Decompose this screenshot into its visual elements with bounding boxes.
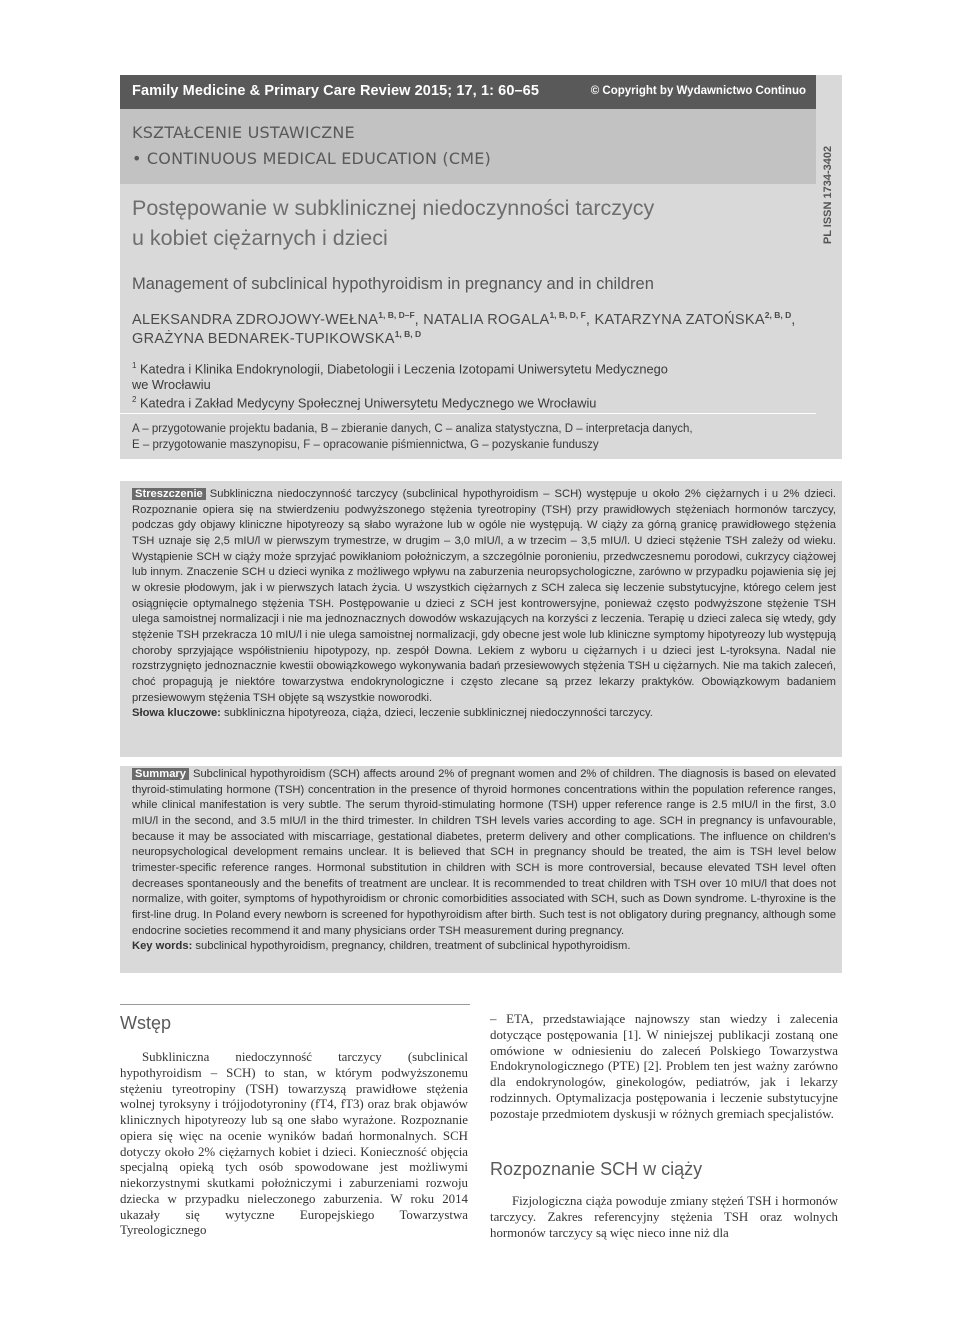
author-name: , NATALIA ROGALA bbox=[414, 311, 550, 328]
abstract-en-text: Subclinical hypothyroidism (SCH) affects around 2% of pregnant women and 2% of children. The diagnosis is based on elevated thyroid-stimulating hormone (TSH) concentration in the presence of thyroid hormones concentrations within the population reference ranges, while clinical manifestation is very subtle. The serum thyroid-stimulating hormone (TSH) upper reference range is 2.5 mIU/l in the first, 3.0 mIU/l in the second, and 3.5 mIU/l in the third trimester. In children TSH levels varies according to age. SCH in pregnancy is unfavourable, because it may be associated with miscarriage, gestational diabetes, preterm delivery and other complications. The influence on children's neuropsychological development remains unclear. It is believed that SCH in pregnancy should be treated, the aim is TSH level below trimester-specific reference ranges. Hormonal substitution in children with SCH is more controversial, because elevated TSH level often decreases spontaneously and the benefits of treatment are unclear. It is recommended to treat children with TSH over 10 mIU/l that does not normalize, with goiter, symptoms of hypothyroidism or chronic comorbidities associated with SCH, such as Down syndrome. L-thyroxine is the first-line drug. In Poland every newborn is screened for hypothyroidism after birth. Such test is not obligatory during pregnancy, although some endocrine societies recommend it and many physicians order TSH measurement during pregnancy. bbox=[132, 768, 836, 937]
keywords-en-text: subclinical hypothyroidism, pregnancy, children, treatment of subclinical hypothyroidism. bbox=[195, 940, 631, 953]
article-title-en: Management of subclinical hypothyroidism in pregnancy and in children bbox=[132, 275, 654, 293]
section-name-pl: KSZTAŁCENIE USTAWICZNE bbox=[132, 123, 355, 142]
column-top-rule bbox=[120, 1004, 470, 1005]
section-name-en: • CONTINUOUS MEDICAL EDUCATION (CME) bbox=[132, 149, 491, 168]
issn-side-strip bbox=[816, 75, 842, 459]
keywords-pl-text: subkliniczna hipotyreoza, ciąża, dzieci, leczenie subklinicznej niedoczynności tarczycy. bbox=[224, 707, 653, 720]
affiliation-1: $^1$ Katedra i Klinika Endokrynologii, Diabetologii i Leczenia Izotopami Uniwersytetu Medycznego bbox=[132, 361, 668, 377]
title-band bbox=[120, 184, 816, 266]
author-separator: , bbox=[791, 311, 796, 328]
sch-text bbox=[490, 1194, 838, 1241]
sch-heading: Rozpoznanie SCH w ciąży bbox=[490, 1159, 703, 1179]
meta-divider bbox=[120, 413, 816, 414]
author-contribution-codes: 1, B, D, F bbox=[549, 310, 586, 320]
article-meta bbox=[120, 266, 816, 459]
keywords-pl-label: Słowa kluczowe: bbox=[132, 707, 221, 720]
abstract-en-label: Summary bbox=[132, 768, 189, 780]
sch-paragraph: Fizjologiczna ciąża powoduje zmiany stężeń TSH i hormonów tarczycy. Zakres referencyjny stężenia TSH oraz wolnych hormonów tarczycy są więc nieco inne niż dla bbox=[490, 1194, 838, 1240]
abstract-en-box bbox=[120, 766, 842, 973]
copyright-notice: © Copyright by Wydawnictwo Continuo bbox=[590, 85, 806, 97]
contribution-legend-line1: A – przygotowanie projektu badania, B – zbieranie danych, C – analiza statystyczna, D – interpretacja danych, bbox=[132, 423, 693, 435]
contribution-legend-line2: E – przygotowanie maszynopisu, F – opracowanie piśmiennictwa, G – pozyskanie funduszy bbox=[132, 439, 599, 451]
abstract-pl bbox=[132, 487, 836, 722]
author-contribution-codes: 1, B, D bbox=[394, 329, 422, 339]
intro-heading: Wstęp bbox=[120, 1013, 172, 1033]
author-name: GRAŻYNA BEDNAREK-TUPIKOWSKA bbox=[132, 330, 395, 347]
right-column-text bbox=[490, 1012, 838, 1122]
author-contribution-codes: 2, B, D bbox=[764, 310, 792, 320]
abstract-pl-box bbox=[120, 481, 842, 757]
affiliation-number: 2 bbox=[132, 395, 137, 404]
author-line-1 bbox=[132, 310, 796, 328]
journal-header-bar bbox=[120, 75, 816, 109]
affiliation-2: $^2$ Katedra i Zakład Medycyny Społecznej Uniwersytetu Medycznego we Wrocławiu bbox=[132, 395, 597, 411]
author-line-2 bbox=[132, 329, 421, 347]
issn-label: PL ISSN 1734-3402 bbox=[822, 145, 834, 245]
article-title-pl-line1: Postępowanie w subklinicznej niedoczynności tarczycy bbox=[132, 196, 655, 220]
abstract-en bbox=[132, 767, 836, 955]
affiliation-number: 1 bbox=[132, 361, 137, 370]
intro-text bbox=[120, 1050, 468, 1239]
keywords-en-label: Key words: bbox=[132, 940, 193, 953]
affiliation-1-cont: we Wrocławiu bbox=[132, 377, 211, 392]
article-title-pl-line2: u kobiet ciężarnych i dzieci bbox=[132, 226, 388, 250]
section-band bbox=[120, 109, 816, 184]
author-name: , KATARZYNA ZATOŃSKA bbox=[585, 311, 765, 328]
intro-paragraph: Subkliniczna niedoczynność tarczycy (subclinical hypothyroidism – SCH) to stan, w którym podwyższonemu stężeniu tyreotropiny (TSH) towarzyszą prawidłowe stężenia wolnej tyroksyny i trójjodotyroniny (fT4, fT3) oraz brak objawów klinicznych hipotyreozy lub są one słabo wyrażone. Rozpoznanie opiera się więc na ocenie wyników badań hormonalnych. SCH dotyczy około 2% ciężarnych kobiet i dzieci. Konieczność objęcia specjalną opieką tych osób spowodowane jest możliwymi niekorzystnymi skutkami położniczymi i zaburzeniami rozwoju dziecka w przypadku nieleczonego zaburzenia. W roku 2014 ukazały się wytyczne Europejskiego Towarzystwa Tyreologicznego bbox=[120, 1050, 468, 1238]
author-name: ALEKSANDRA ZDROJOWY-WEŁNA bbox=[132, 311, 379, 328]
abstract-pl-text: Subkliniczna niedoczynność tarczycy (subclinical hypothyroidism – SCH) występuje u około 2% ciężarnych i u 2% dzieci. Rozpoznanie opiera się na stwierdzeniu podwyższonego stężenia tyreotropiny (TSH) przy prawidłowych stężeniach hormonów tarczycy, podczas gdy objawy kliniczne hipotyreozy są słabo wyrażone lub w ogóle nie występują. W ciąży za górną granicę prawidłowego stężenia TSH uznaje się 2,5 mIU/l w pierwszym trymestrze, w drugim – 3,0 mIU/l, a w trzecim – 3,5 mIU/l. U dzieci stężenie TSH zależy od wieku. Wystąpienie SCH w ciąży może sprzyjać powikłaniom położniczym, a szczególnie poronieniu, przedwczesnemu porodowi, cukrzycy ciążowej lub innym. Znaczenie SCH u dzieci wynika z możliwego wpływu na zaburzenia neuropsychologiczne, zarówno w przypadku pojawienia się jej w okresie płodowym, jak i w pierwszych latach życia. U wszystkich ciężarnych z SCH zaleca się leczenie substytucyjne, którego celem jest osiągnięcie optymalnego stężenia TSH. Postępowanie u dzieci z SCH jest kontrowersyjne, ponieważ często podwyższone stężenie TSH ulega samoistnej normalizacji i nie ma jednoznacznych dowodów wskazujących na korzyści z leczenia. Terapię u dzieci zaleca się wtedy, gdy stężenie TSH przekracza 10 mIU/l i nie ulega samoistnej normalizacji, gdy obecne jest wole lub kliniczne symptomy hipotyreozy lub występują choroby sprzyjające współistnieniu hipotypozy, np. zespół Downa. Lekiem z wyboru u ciężarnych i u dzieci jest L-tyroksyna. Nadal nie rozstrzygnięto jednoznacznie kwestii obowiązkowego wykonywania badań przesiewowych stężenia TSH u ciężarnych. Nie ma takich zaleceń, choć propagują je niektóre towarzystwa endokrynologiczne i często zlecane są przez lekarzy praktyków. Obowiązkowym badaniem przesiewowym stężenia TSH objęte są wszystkie noworodki. bbox=[132, 488, 836, 704]
journal-citation: Family Medicine & Primary Care Review 2015; 17, 1: 60–65 bbox=[132, 83, 539, 99]
continued-paragraph: – ETA, przedstawiające najnowszy stan wiedzy i zalecenia dotyczące postępowania [1]. W niniejszej publikacji zostaną one omówione w odniesieniu do zaleceń Polskiego Towarzystwa Endokrynologicznego (PTE) [2]. Problem ten jest ważny zarówno dla endokrynologów, ginekologów, pediatrów, jak i lekarzy rodzinnych. Optymalizacja postępowania i leczenie substytucyjne pozostaje przedmiotem dyskusji w różnych gremiach specjalistów. bbox=[490, 1012, 838, 1121]
abstract-pl-label: Streszczenie bbox=[132, 488, 206, 500]
author-contribution-codes: 1, B, D–F bbox=[378, 310, 415, 320]
